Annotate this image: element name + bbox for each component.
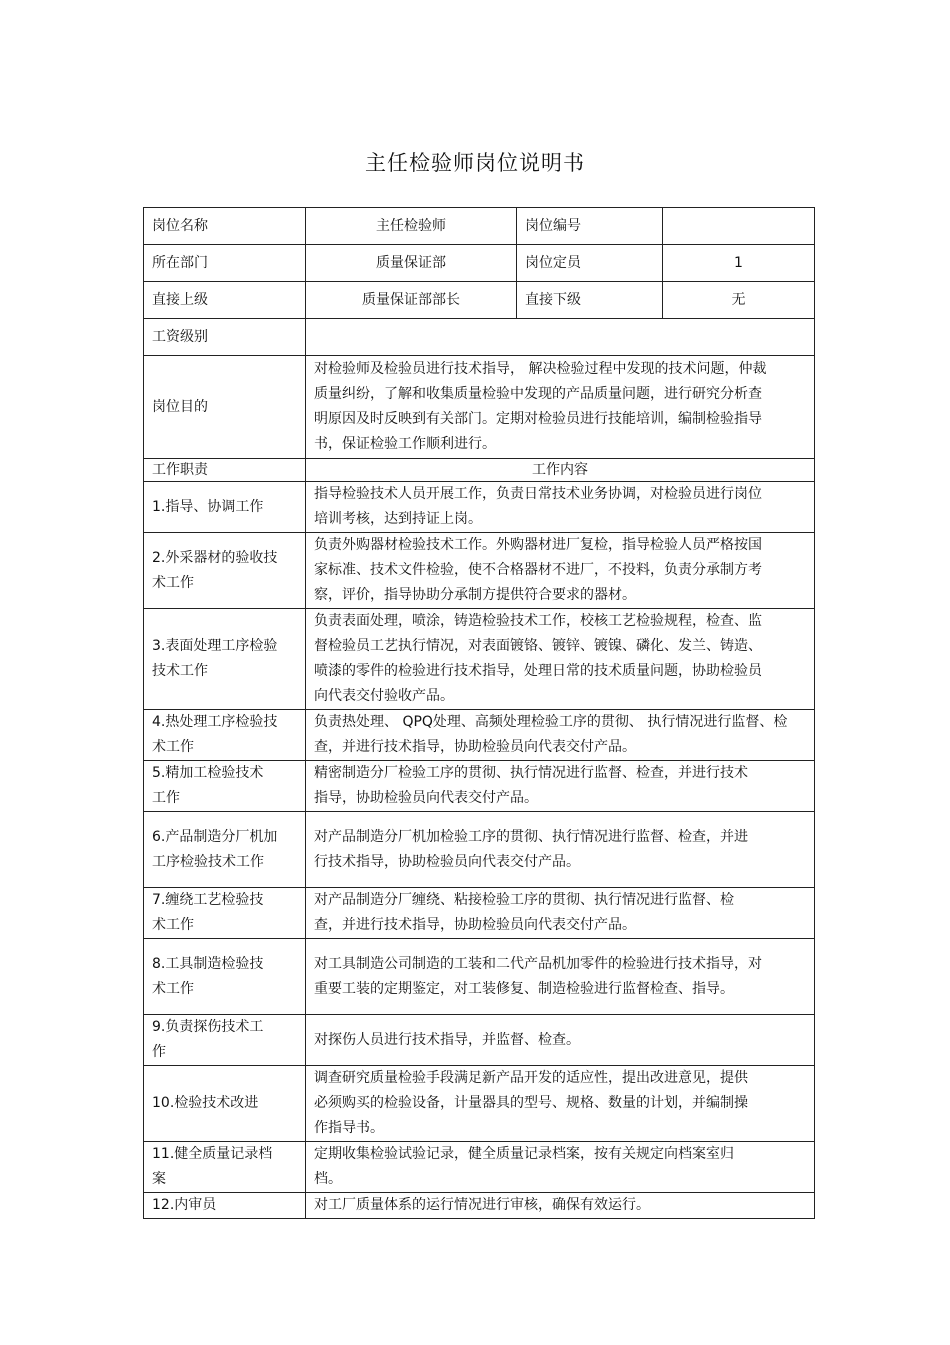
duty-content: 负责热处理、 QPQ处理、高频处理检验工序的贯彻、 执行情况进行监督、检查，并进行技术指导，协助检验员向代表交付产品。 bbox=[306, 710, 815, 761]
duty-title: 10.检验技术改进 bbox=[144, 1066, 306, 1142]
duty-row bbox=[144, 533, 815, 609]
duty-title: 11.健全质量记录档案 bbox=[144, 1142, 306, 1193]
duty-content: 定期收集检验试验记录，健全质量记录档案，按有关规定向档案室归档。 bbox=[306, 1142, 815, 1193]
duty-title: 7.缠绕工艺检验技术工作 bbox=[144, 888, 306, 939]
department-value: 质量保证部 bbox=[306, 245, 517, 282]
duty-title: 8.工具制造检验技术工作 bbox=[144, 939, 306, 1015]
position-code-label: 岗位编号 bbox=[517, 208, 663, 245]
duty-content: 对产品制造分厂机加检验工序的贯彻、执行情况进行监督、检查，并进行技术指导，协助检验员向代表交付产品。 bbox=[306, 812, 815, 888]
job-description-table bbox=[143, 207, 815, 1219]
position-code-value bbox=[663, 208, 815, 245]
duties-header-content: 工作内容 bbox=[306, 459, 815, 482]
subordinate-value: 无 bbox=[663, 282, 815, 319]
duty-row bbox=[144, 888, 815, 939]
duty-row bbox=[144, 609, 815, 710]
duty-content: 精密制造分厂检验工序的贯彻、执行情况进行监督、检查，并进行技术指导，协助检验员向代表交付产品。 bbox=[306, 761, 815, 812]
duty-content: 指导检验技术人员开展工作，负责日常技术业务协调，对检验员进行岗位培训考核，达到持证上岗。 bbox=[306, 482, 815, 533]
headcount-value: 1 bbox=[663, 245, 815, 282]
superior-label: 直接上级 bbox=[144, 282, 306, 319]
headcount-label: 岗位定员 bbox=[517, 245, 663, 282]
position-name-label: 岗位名称 bbox=[144, 208, 306, 245]
purpose-label: 岗位目的 bbox=[144, 356, 306, 459]
duty-row bbox=[144, 812, 815, 888]
duty-row bbox=[144, 1015, 815, 1066]
position-name-value: 主任检验师 bbox=[306, 208, 517, 245]
duty-row bbox=[144, 1142, 815, 1193]
duty-title: 9.负责探伤技术工作 bbox=[144, 1015, 306, 1066]
duty-title: 12.内审员 bbox=[144, 1193, 306, 1219]
duty-content: 对工厂质量体系的运行情况进行审核，确保有效运行。 bbox=[306, 1193, 815, 1219]
duty-content: 对探伤人员进行技术指导，并监督、检查。 bbox=[306, 1015, 815, 1066]
duty-content: 负责表面处理，喷涂，铸造检验技术工作，校核工艺检验规程，检查、监督检验员工艺执行情况，对表面镀铬、镀锌、镀镍、磷化、发兰、铸造、喷漆的零件的检验进行技术指导，处理日常的技术质量问题，协助检验员向代表交付验收产品。 bbox=[306, 609, 815, 710]
duty-title: 4.热处理工序检验技术工作 bbox=[144, 710, 306, 761]
duty-row bbox=[144, 1066, 815, 1142]
duty-row bbox=[144, 710, 815, 761]
duty-title: 2.外采器材的验收技术工作 bbox=[144, 533, 306, 609]
duty-content: 对产品制造分厂缠绕、粘接检验工序的贯彻、执行情况进行监督、检查，并进行技术指导，协助检验员向代表交付产品。 bbox=[306, 888, 815, 939]
duties-header-row bbox=[144, 459, 815, 482]
salary-value bbox=[306, 319, 815, 356]
duty-content: 对工具制造公司制造的工装和二代产品机加零件的检验进行技术指导，对重要工装的定期鉴定，对工装修复、制造检验进行监督检查、指导。 bbox=[306, 939, 815, 1015]
superior-value: 质量保证部部长 bbox=[306, 282, 517, 319]
duty-title: 1.指导、协调工作 bbox=[144, 482, 306, 533]
duty-content: 负责外购器材检验技术工作。外购器材进厂复检，指导检验人员严格按国家标准、技术文件检验，使不合格器材不进厂，不投料，负责分承制方考察，评价，指导协助分承制方提供符合要求的器材。 bbox=[306, 533, 815, 609]
duty-title: 5.精加工检验技术工作 bbox=[144, 761, 306, 812]
duty-row bbox=[144, 939, 815, 1015]
duty-content: 调查研究质量检验手段满足新产品开发的适应性，提出改进意见，提供必须购买的检验设备，计量器具的型号、规格、数量的计划，并编制操作指导书。 bbox=[306, 1066, 815, 1142]
duty-title: 6.产品制造分厂机加工序检验技术工作 bbox=[144, 812, 306, 888]
purpose-text: 对检验师及检验员进行技术指导， 解决检验过程中发现的技术问题，仲裁质量纠纷，了解和收集质量检验中发现的产品质量问题，进行研究分析查明原因及时反映到有关部门。定期对检验员进行技能培训，编制检验指导书，保证检验工作顺利进行。 bbox=[306, 356, 815, 459]
department-label: 所在部门 bbox=[144, 245, 306, 282]
table-row bbox=[144, 282, 815, 319]
duty-row bbox=[144, 761, 815, 812]
table-row bbox=[144, 208, 815, 245]
duty-row bbox=[144, 1193, 815, 1219]
table-row bbox=[144, 356, 815, 459]
duties-header-title: 工作职责 bbox=[144, 459, 306, 482]
salary-label: 工资级别 bbox=[144, 319, 306, 356]
duty-row bbox=[144, 482, 815, 533]
table-row bbox=[144, 319, 815, 356]
subordinate-label: 直接下级 bbox=[517, 282, 663, 319]
page-title: 主任检验师岗位说明书 bbox=[365, 151, 585, 175]
table-row bbox=[144, 245, 815, 282]
duty-title: 3.表面处理工序检验技术工作 bbox=[144, 609, 306, 710]
